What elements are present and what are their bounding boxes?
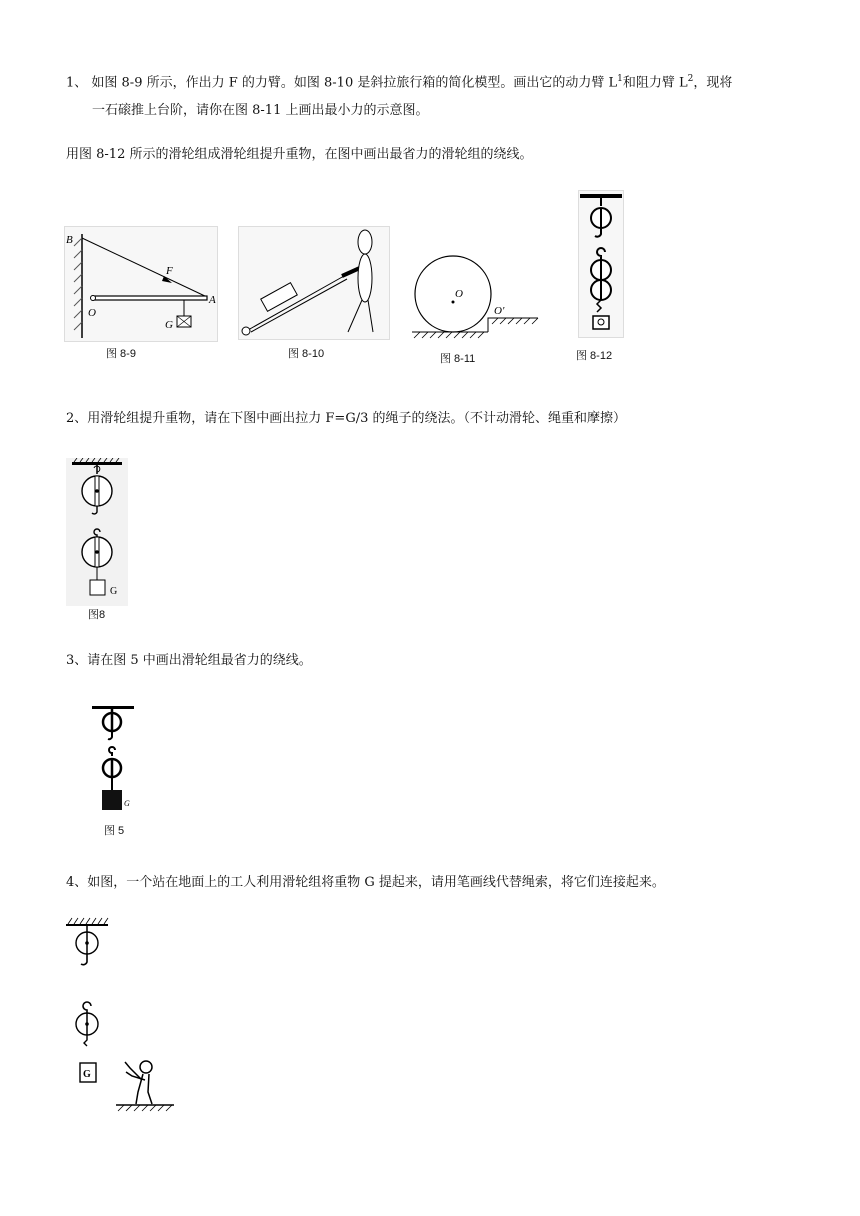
label-g: G	[124, 799, 130, 808]
figure-8-12	[578, 190, 624, 338]
q1-line1	[66, 70, 732, 92]
figure-8-11	[408, 250, 542, 350]
label-b: B	[66, 234, 73, 246]
q2-text: 2、用滑轮组提升重物，请在下图中画出拉力 F=G/3 的绳子的绕法。（不计动滑轮、绳重和摩擦）	[66, 411, 626, 426]
figure-q4	[66, 916, 178, 1124]
q3-text: 3、请在图 5 中画出滑轮组最省力的绕线。	[66, 653, 312, 668]
q1-line1-mid: 和阻力臂 L	[622, 75, 688, 91]
q1-line1-text: 1、 如图 8-9 所示，作出力 F 的力臂。如图 8-10 是斜拉旅行箱的简化模型。画出它的动力臂 L	[66, 75, 618, 91]
q1-line2: 一石磙推上台阶，请你在图 8-11 上画出最小力的示意图。	[92, 103, 429, 118]
caption-8-10: 图 8-10	[288, 348, 325, 360]
label-g: G	[83, 1069, 91, 1080]
label-o-center: O	[455, 288, 463, 300]
figure-8	[66, 458, 128, 606]
label-o-prime: O'	[494, 305, 505, 317]
q1-line1-tail: ，现将	[693, 75, 733, 91]
label-a: A	[209, 294, 216, 306]
figure-8-9	[64, 226, 218, 342]
label-f: F	[166, 265, 173, 277]
figure-5	[92, 706, 140, 822]
l2-superscript: 2	[687, 74, 694, 84]
caption-8-9: 图 8-9	[106, 348, 136, 360]
caption-figure-5: 图 5	[104, 825, 125, 837]
label-g: G	[110, 586, 118, 597]
q1-line3: 用图 8-12 所示的滑轮组成滑轮组提升重物，在图中画出最省力的滑轮组的绕线。	[66, 147, 533, 162]
l1-superscript: 1	[617, 74, 623, 84]
caption-figure-8: 图8	[88, 609, 106, 621]
label-g: G	[165, 319, 173, 331]
label-o: O	[88, 307, 96, 319]
caption-8-11: 图 8-11	[440, 353, 476, 365]
caption-8-12: 图 8-12	[576, 350, 613, 362]
q4-text: 4、如图，一个站在地面上的工人利用滑轮组将重物 G 提起来，请用笔画线代替绳索，将它们连接起来。	[66, 875, 665, 890]
figure-8-10	[238, 226, 390, 340]
